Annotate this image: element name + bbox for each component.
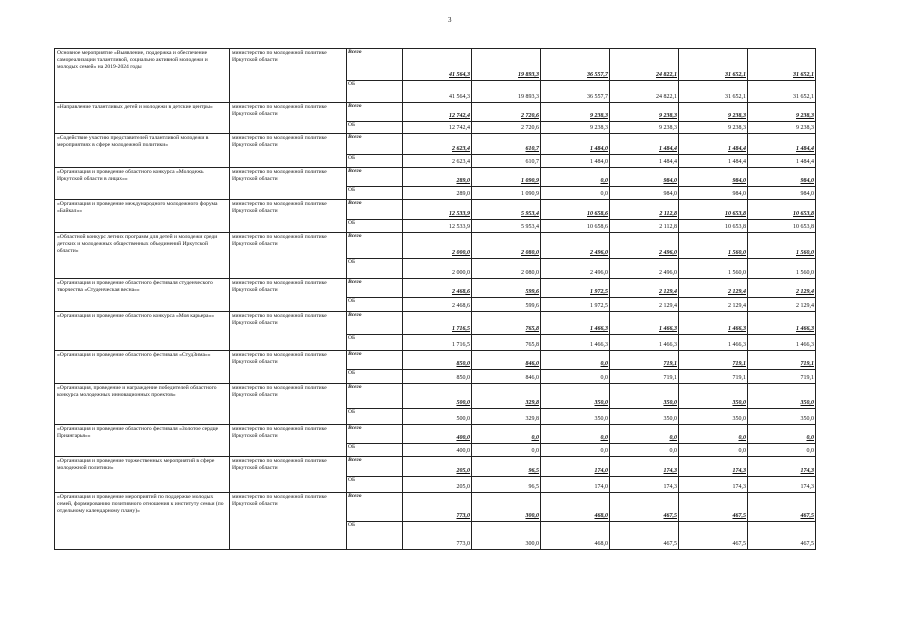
- activity-name: «Организация и проведение областного фестиваля студенческого творчества «Студенческая весна»»: [55, 279, 230, 312]
- sub-value: 5 953,4: [472, 220, 541, 233]
- sub-value: 2 000,0: [403, 259, 472, 279]
- sub-value: 350,0: [541, 409, 610, 425]
- source-label-sub: ОБ: [347, 122, 403, 134]
- executor: министерство по молодежной политике Иркутской области: [230, 233, 347, 279]
- total-value: 174,3: [610, 457, 679, 477]
- table-row-total: [55, 351, 816, 370]
- sub-value: 400,0: [403, 444, 472, 457]
- source-label-total: Всего: [347, 168, 403, 187]
- total-value: 2 112,8: [610, 200, 679, 220]
- sub-value: 610,7: [472, 155, 541, 168]
- total-value: 2 129,4: [610, 279, 679, 298]
- sub-value: 174,3: [679, 477, 748, 493]
- sub-value: 773,0: [403, 522, 472, 550]
- total-value: 1 484,4: [610, 134, 679, 155]
- source-label-total: Всего: [347, 351, 403, 370]
- total-value: 350,0: [748, 384, 816, 409]
- sub-value: 500,0: [403, 409, 472, 425]
- sub-value: 719,1: [610, 370, 679, 384]
- total-value: 10 653,8: [679, 200, 748, 220]
- total-value: 599,6: [472, 279, 541, 298]
- activity-name: «Организация и проведение областного конкурса «Моя карьера»»: [55, 312, 230, 351]
- total-value: 2 468,6: [403, 279, 472, 298]
- source-label-sub: ОБ: [347, 444, 403, 457]
- total-value: 174,3: [748, 457, 816, 477]
- sub-value: 36 557,7: [541, 81, 610, 103]
- activity-name: «Содействие участию представителей талантливой молодежи в мероприятиях в сфере молодежной политики»: [55, 134, 230, 168]
- total-value: 9 238,3: [541, 103, 610, 122]
- total-value: 0,0: [610, 425, 679, 444]
- sub-value: 350,0: [679, 409, 748, 425]
- activity-name: «Организация и проведение областного конкурса «Молодежь Иркутской области в лицах»»: [55, 168, 230, 200]
- sub-value: 2 468,6: [403, 298, 472, 312]
- sub-value: 1 466,3: [748, 335, 816, 351]
- total-value: 719,1: [748, 351, 816, 370]
- sub-value: 174,3: [610, 477, 679, 493]
- total-value: 2 129,4: [679, 279, 748, 298]
- sub-value: 1 972,5: [541, 298, 610, 312]
- total-value: 0,0: [541, 351, 610, 370]
- total-value: 984,0: [610, 168, 679, 187]
- total-value: 0,0: [472, 425, 541, 444]
- activity-name: «Организация и проведение международного молодежного форума «Байкал»»: [55, 200, 230, 233]
- table-row-total: [55, 49, 816, 81]
- sub-value: 19 893,3: [472, 81, 541, 103]
- executor: министерство по молодежной политике Иркутской области: [230, 493, 347, 550]
- total-value: 1 466,3: [679, 312, 748, 335]
- total-value: 2 496,0: [610, 233, 679, 259]
- total-value: 719,1: [610, 351, 679, 370]
- table-row-total: [55, 384, 816, 409]
- table-row-total: [55, 312, 816, 335]
- sub-value: 984,0: [679, 187, 748, 200]
- sub-value: 96,5: [472, 477, 541, 493]
- source-label-sub: ОБ: [347, 370, 403, 384]
- sub-value: 9 238,3: [541, 122, 610, 134]
- source-label-sub: ОБ: [347, 259, 403, 279]
- sub-value: 24 822,1: [610, 81, 679, 103]
- total-value: 0,0: [748, 425, 816, 444]
- source-label-total: Всего: [347, 384, 403, 409]
- sub-value: 350,0: [610, 409, 679, 425]
- page-number: 3: [448, 16, 452, 24]
- executor: министерство по молодежной политике Иркутской области: [230, 200, 347, 233]
- sub-value: 1 466,3: [610, 335, 679, 351]
- total-value: 1 484,0: [541, 134, 610, 155]
- executor: министерство по молодежной политике Иркутской области: [230, 457, 347, 493]
- sub-value: 1 466,3: [679, 335, 748, 351]
- total-value: 9 238,3: [679, 103, 748, 122]
- total-value: 0,0: [541, 425, 610, 444]
- sub-value: 850,0: [403, 370, 472, 384]
- sub-value: 12 742,4: [403, 122, 472, 134]
- total-value: 329,8: [472, 384, 541, 409]
- total-value: 12 742,4: [403, 103, 472, 122]
- total-value: 174,0: [541, 457, 610, 477]
- sub-value: 1 484,4: [748, 155, 816, 168]
- budget-table: [54, 48, 816, 550]
- sub-value: 41 564,3: [403, 81, 472, 103]
- total-value: 850,0: [403, 351, 472, 370]
- sub-value: 2 496,0: [541, 259, 610, 279]
- total-value: 467,5: [610, 493, 679, 522]
- source-label-total: Всего: [347, 134, 403, 155]
- total-value: 96,5: [472, 457, 541, 477]
- total-value: 719,1: [679, 351, 748, 370]
- total-value: 2 080,0: [472, 233, 541, 259]
- sub-value: 1 560,0: [679, 259, 748, 279]
- sub-value: 2 129,4: [748, 298, 816, 312]
- source-label-total: Всего: [347, 312, 403, 335]
- sub-value: 174,3: [748, 477, 816, 493]
- total-value: 0,0: [679, 425, 748, 444]
- sub-value: 0,0: [472, 444, 541, 457]
- sub-value: 0,0: [610, 444, 679, 457]
- total-value: 41 564,3: [403, 49, 472, 81]
- executor: министерство по молодежной политике Иркутской области: [230, 425, 347, 457]
- total-value: 289,0: [403, 168, 472, 187]
- source-label-sub: ОБ: [347, 522, 403, 550]
- sub-value: 10 658,6: [541, 220, 610, 233]
- total-value: 350,0: [679, 384, 748, 409]
- total-value: 24 822,1: [610, 49, 679, 81]
- sub-value: 846,0: [472, 370, 541, 384]
- sub-value: 0,0: [541, 370, 610, 384]
- executor: министерство по молодежной политике Иркутской области: [230, 351, 347, 384]
- total-value: 1 466,3: [610, 312, 679, 335]
- total-value: 350,0: [541, 384, 610, 409]
- table-row-total: [55, 493, 816, 522]
- source-label-sub: ОБ: [347, 220, 403, 233]
- executor: министерство по молодежной политике Иркутской области: [230, 312, 347, 351]
- activity-name: «Областной конкурс летних программ для детей и молодежи среди детских и молодежных общественных объединений Иркутской области»: [55, 233, 230, 279]
- total-value: 174,3: [679, 457, 748, 477]
- sub-value: 350,0: [748, 409, 816, 425]
- total-value: 773,0: [403, 493, 472, 522]
- source-label-total: Всего: [347, 457, 403, 477]
- total-value: 2 496,0: [541, 233, 610, 259]
- sub-value: 2 623,4: [403, 155, 472, 168]
- total-value: 1 972,5: [541, 279, 610, 298]
- source-label-sub: ОБ: [347, 335, 403, 351]
- source-label-total: Всего: [347, 103, 403, 122]
- sub-value: 2 080,0: [472, 259, 541, 279]
- source-label-sub: ОБ: [347, 187, 403, 200]
- total-value: 1 466,3: [748, 312, 816, 335]
- sub-value: 9 238,3: [679, 122, 748, 134]
- table-row-total: [55, 103, 816, 122]
- total-value: 468,0: [541, 493, 610, 522]
- total-value: 9 238,3: [748, 103, 816, 122]
- sub-value: 984,0: [610, 187, 679, 200]
- sub-value: 719,1: [679, 370, 748, 384]
- total-value: 400,0: [403, 425, 472, 444]
- total-value: 1 090,9: [472, 168, 541, 187]
- sub-value: 0,0: [541, 187, 610, 200]
- sub-value: 31 652,1: [748, 81, 816, 103]
- sub-value: 0,0: [748, 444, 816, 457]
- total-value: 2 000,0: [403, 233, 472, 259]
- sub-value: 10 653,8: [748, 220, 816, 233]
- source-label-total: Всего: [347, 233, 403, 259]
- table-row-total: [55, 168, 816, 187]
- executor: министерство по молодежной политике Иркутской области: [230, 279, 347, 312]
- total-value: 2 623,4: [403, 134, 472, 155]
- total-value: 9 238,3: [610, 103, 679, 122]
- sub-value: 205,0: [403, 477, 472, 493]
- sub-value: 1 560,0: [748, 259, 816, 279]
- sub-value: 10 653,8: [679, 220, 748, 233]
- total-value: 984,0: [679, 168, 748, 187]
- table-row-total: [55, 200, 816, 220]
- budget-table-body: [55, 49, 816, 550]
- activity-name: «Направление талантливых детей и молодежи в детские центры»: [55, 103, 230, 134]
- table-row-total: [55, 134, 816, 155]
- table-row-total: [55, 457, 816, 477]
- source-label-sub: ОБ: [347, 81, 403, 103]
- sub-value: 9 238,3: [748, 122, 816, 134]
- total-value: 1 560,0: [748, 233, 816, 259]
- total-value: 1 484,4: [679, 134, 748, 155]
- total-value: 31 652,1: [748, 49, 816, 81]
- sub-value: 2 112,8: [610, 220, 679, 233]
- sub-value: 1 716,5: [403, 335, 472, 351]
- total-value: 205,0: [403, 457, 472, 477]
- total-value: 1 484,4: [748, 134, 816, 155]
- sub-value: 2 496,0: [610, 259, 679, 279]
- source-label-sub: ОБ: [347, 409, 403, 425]
- activity-name: Основное мероприятие «Выявление, поддержка и обеспечение самореализации талантливой, социально активной молодежи и молодых семей» на 2019-2024 годы: [55, 49, 230, 103]
- activity-name: «Организация и проведение торжественных мероприятий в сфере молодежной политики»: [55, 457, 230, 493]
- sub-value: 2 129,4: [610, 298, 679, 312]
- total-value: 2 720,6: [472, 103, 541, 122]
- sub-value: 984,0: [748, 187, 816, 200]
- activity-name: «Организация и проведение мероприятий по поддержке молодых семей, формированию позитивного отношения к институту семьи (по отдельному календарному плану)»: [55, 493, 230, 550]
- table-row-total: [55, 233, 816, 259]
- total-value: 31 652,1: [679, 49, 748, 81]
- total-value: 500,0: [403, 384, 472, 409]
- total-value: 467,5: [679, 493, 748, 522]
- sub-value: 467,5: [679, 522, 748, 550]
- source-label-sub: ОБ: [347, 477, 403, 493]
- sub-value: 467,5: [610, 522, 679, 550]
- sub-value: 1 484,4: [610, 155, 679, 168]
- source-label-total: Всего: [347, 279, 403, 298]
- total-value: 765,8: [472, 312, 541, 335]
- sub-value: 289,0: [403, 187, 472, 200]
- total-value: 1 716,5: [403, 312, 472, 335]
- sub-value: 300,0: [472, 522, 541, 550]
- table-row-total: [55, 425, 816, 444]
- executor: министерство по молодежной политике Иркутской области: [230, 384, 347, 425]
- total-value: 1 560,0: [679, 233, 748, 259]
- table-row-total: [55, 279, 816, 298]
- source-label-total: Всего: [347, 493, 403, 522]
- total-value: 984,0: [748, 168, 816, 187]
- total-value: 0,0: [541, 168, 610, 187]
- sub-value: 0,0: [679, 444, 748, 457]
- sub-value: 1 484,0: [541, 155, 610, 168]
- executor: министерство по молодежной политике Иркутской области: [230, 103, 347, 134]
- total-value: 2 129,4: [748, 279, 816, 298]
- total-value: 5 953,4: [472, 200, 541, 220]
- total-value: 846,0: [472, 351, 541, 370]
- sub-value: 9 238,3: [610, 122, 679, 134]
- sub-value: 1 484,4: [679, 155, 748, 168]
- sub-value: 12 533,9: [403, 220, 472, 233]
- sub-value: 0,0: [541, 444, 610, 457]
- total-value: 10 653,8: [748, 200, 816, 220]
- total-value: 300,0: [472, 493, 541, 522]
- total-value: 1 466,3: [541, 312, 610, 335]
- activity-name: «Организация и проведение областного фестиваля «СтудЗима»»: [55, 351, 230, 384]
- executor: министерство по молодежной политике Иркутской области: [230, 134, 347, 168]
- sub-value: 2 129,4: [679, 298, 748, 312]
- sub-value: 329,8: [472, 409, 541, 425]
- sub-value: 174,0: [541, 477, 610, 493]
- source-label-total: Всего: [347, 200, 403, 220]
- source-label-sub: ОБ: [347, 298, 403, 312]
- activity-name: «Организация и проведение областного фестиваля «Золотое сердце Приангарья»»: [55, 425, 230, 457]
- total-value: 10 658,6: [541, 200, 610, 220]
- executor: министерство по молодежной политике Иркутской области: [230, 168, 347, 200]
- source-label-sub: ОБ: [347, 155, 403, 168]
- total-value: 19 893,3: [472, 49, 541, 81]
- sub-value: 31 652,1: [679, 81, 748, 103]
- sub-value: 2 720,6: [472, 122, 541, 134]
- sub-value: 468,0: [541, 522, 610, 550]
- total-value: 36 557,7: [541, 49, 610, 81]
- sub-value: 1 466,3: [541, 335, 610, 351]
- total-value: 12 533,9: [403, 200, 472, 220]
- executor: министерство по молодежной политике Иркутской области: [230, 49, 347, 103]
- total-value: 467,5: [748, 493, 816, 522]
- total-value: 610,7: [472, 134, 541, 155]
- sub-value: 765,8: [472, 335, 541, 351]
- activity-name: «Организация, проведение и награждение победителей областного конкурса молодежных инновационных проектов»: [55, 384, 230, 425]
- total-value: 350,0: [610, 384, 679, 409]
- sub-value: 467,5: [748, 522, 816, 550]
- sub-value: 599,6: [472, 298, 541, 312]
- source-label-total: Всего: [347, 425, 403, 444]
- sub-value: 719,1: [748, 370, 816, 384]
- source-label-total: Всего: [347, 49, 403, 81]
- sub-value: 1 090,9: [472, 187, 541, 200]
